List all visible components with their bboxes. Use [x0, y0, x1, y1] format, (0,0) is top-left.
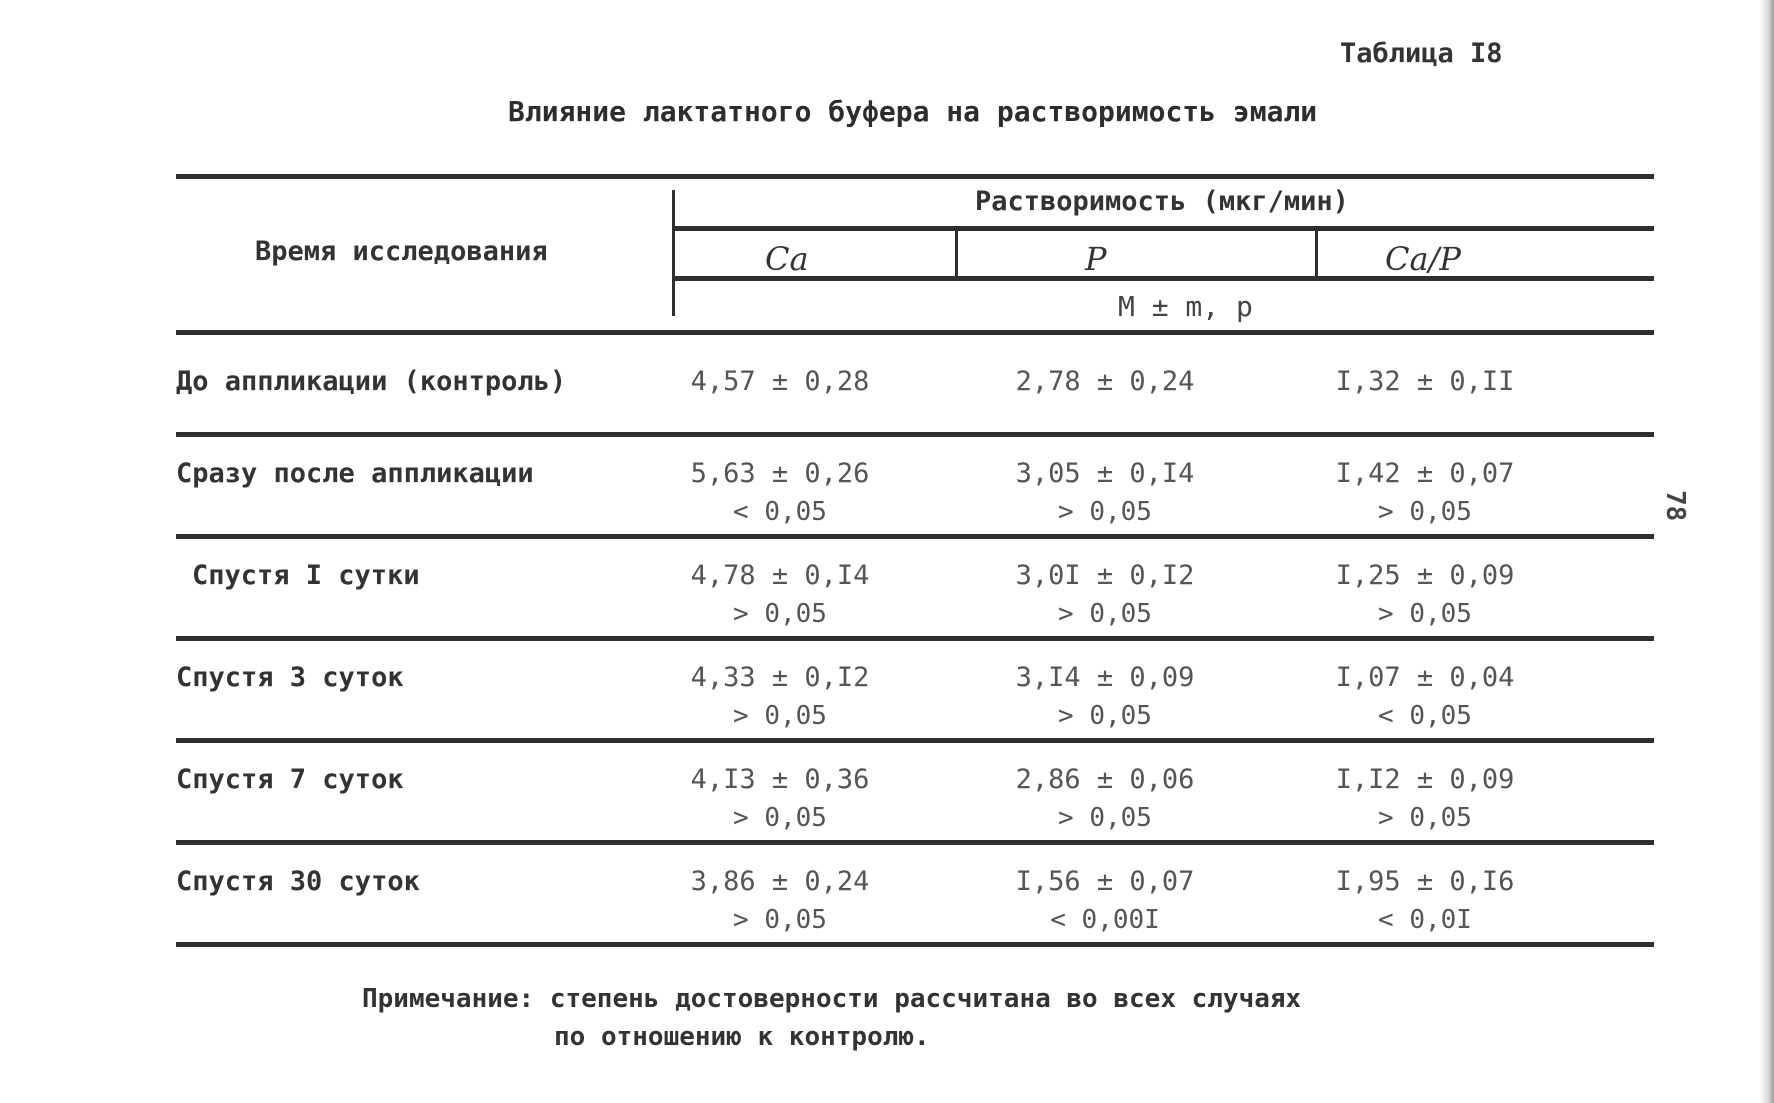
cell-mean: I,07 ± 0,04	[1335, 662, 1515, 693]
row-label: Спустя 7 суток	[176, 764, 404, 795]
row-rule-5	[176, 840, 1654, 845]
page-number: 78	[1660, 490, 1690, 522]
header-solubility: Растворимость (мкг/мин)	[975, 186, 1349, 217]
row-label: Спустя 30 суток	[176, 866, 420, 897]
table-number: Таблица I8	[1340, 38, 1503, 69]
cell-pvalue: > 0,05	[1378, 497, 1472, 527]
table-cell	[620, 866, 940, 935]
cell-pvalue: < 0,05	[733, 497, 827, 527]
note-line-2: по отношению к контролю.	[554, 1022, 930, 1052]
cell-pvalue: > 0,05	[1378, 599, 1472, 629]
table-bottom-rule	[176, 942, 1654, 947]
cell-pvalue: > 0,05	[1058, 803, 1152, 833]
cell-mean: 3,0I ± 0,I2	[1015, 560, 1195, 591]
table-cell	[1265, 866, 1585, 935]
header-time: Время исследования	[255, 236, 548, 267]
table-cell	[620, 560, 940, 629]
cell-pvalue: > 0,05	[733, 701, 827, 731]
cell-mean: I,42 ± 0,07	[1335, 458, 1515, 489]
header-ca: Ca	[765, 240, 809, 278]
cell-mean: 3,05 ± 0,I4	[1015, 458, 1195, 489]
header-bottom-rule	[176, 330, 1654, 335]
cell-mean: I,95 ± 0,I6	[1335, 866, 1515, 897]
column-divider-p-cap	[1315, 230, 1318, 276]
table-top-rule	[176, 174, 1654, 179]
table-note	[362, 980, 1301, 1056]
header-sub-rule-2	[672, 276, 1654, 281]
table-cell	[1265, 662, 1585, 731]
cell-pvalue: < 0,00I	[1050, 905, 1160, 935]
header-p: P	[1085, 240, 1107, 278]
cell-mean: 2,78 ± 0,24	[1015, 366, 1195, 397]
row-rule-1	[176, 432, 1654, 437]
cell-mean: 4,33 ± 0,I2	[690, 662, 870, 693]
note-line-1: Примечание: степень достоверности рассчитана во всех случаях	[362, 984, 1302, 1014]
cell-mean: I,I2 ± 0,09	[1335, 764, 1515, 795]
table-cell	[620, 662, 940, 731]
cell-mean: 5,63 ± 0,26	[690, 458, 870, 489]
table-title: Влияние лактатного буфера на растворимость эмали	[508, 95, 1318, 128]
cell-mean: I,56 ± 0,07	[1015, 866, 1195, 897]
cell-pvalue: > 0,05	[1058, 599, 1152, 629]
cell-pvalue: > 0,05	[1058, 497, 1152, 527]
cell-mean: 4,57 ± 0,28	[690, 366, 870, 397]
cell-pvalue: < 0,0I	[1378, 905, 1472, 935]
header-stat: M ± m, p	[1118, 290, 1253, 323]
table-cell	[620, 458, 940, 527]
table-cell	[945, 764, 1265, 833]
row-rule-3	[176, 636, 1654, 641]
header-vertical-divider	[672, 190, 675, 316]
table-cell	[1265, 366, 1585, 397]
cell-pvalue: > 0,05	[733, 599, 827, 629]
column-divider-ca-p	[955, 230, 958, 276]
row-rule-2	[176, 534, 1654, 539]
table-cell	[1265, 560, 1585, 629]
cell-mean: I,25 ± 0,09	[1335, 560, 1515, 591]
table-cell	[945, 458, 1265, 527]
row-label: До аппликации (контроль)	[176, 366, 567, 397]
cell-mean: 3,I4 ± 0,09	[1015, 662, 1195, 693]
cell-pvalue: > 0,05	[1058, 701, 1152, 731]
row-rule-4	[176, 738, 1654, 743]
table-cell	[945, 662, 1265, 731]
table-cell	[1265, 764, 1585, 833]
table-cell	[945, 560, 1265, 629]
cell-mean: 2,86 ± 0,06	[1015, 764, 1195, 795]
table-cell	[620, 366, 940, 397]
cell-mean: I,32 ± 0,II	[1335, 366, 1515, 397]
row-label: Сразу после аппликации	[176, 458, 534, 489]
table-cell	[620, 764, 940, 833]
cell-mean: 4,78 ± 0,I4	[690, 560, 870, 591]
table-cell	[945, 366, 1265, 397]
table-cell	[945, 866, 1265, 935]
row-label: Спустя 3 суток	[176, 662, 404, 693]
scan-edge-shadow	[1760, 0, 1774, 1103]
row-label: Спустя I сутки	[192, 560, 420, 591]
table-cell	[1265, 458, 1585, 527]
header-sub-rule-1	[672, 226, 1654, 231]
header-ca-p: Ca/P	[1385, 240, 1461, 278]
cell-mean: 4,I3 ± 0,36	[690, 764, 870, 795]
cell-pvalue: > 0,05	[1378, 803, 1472, 833]
cell-pvalue: > 0,05	[733, 803, 827, 833]
cell-pvalue: > 0,05	[733, 905, 827, 935]
cell-mean: 3,86 ± 0,24	[690, 866, 870, 897]
cell-pvalue: < 0,05	[1378, 701, 1472, 731]
